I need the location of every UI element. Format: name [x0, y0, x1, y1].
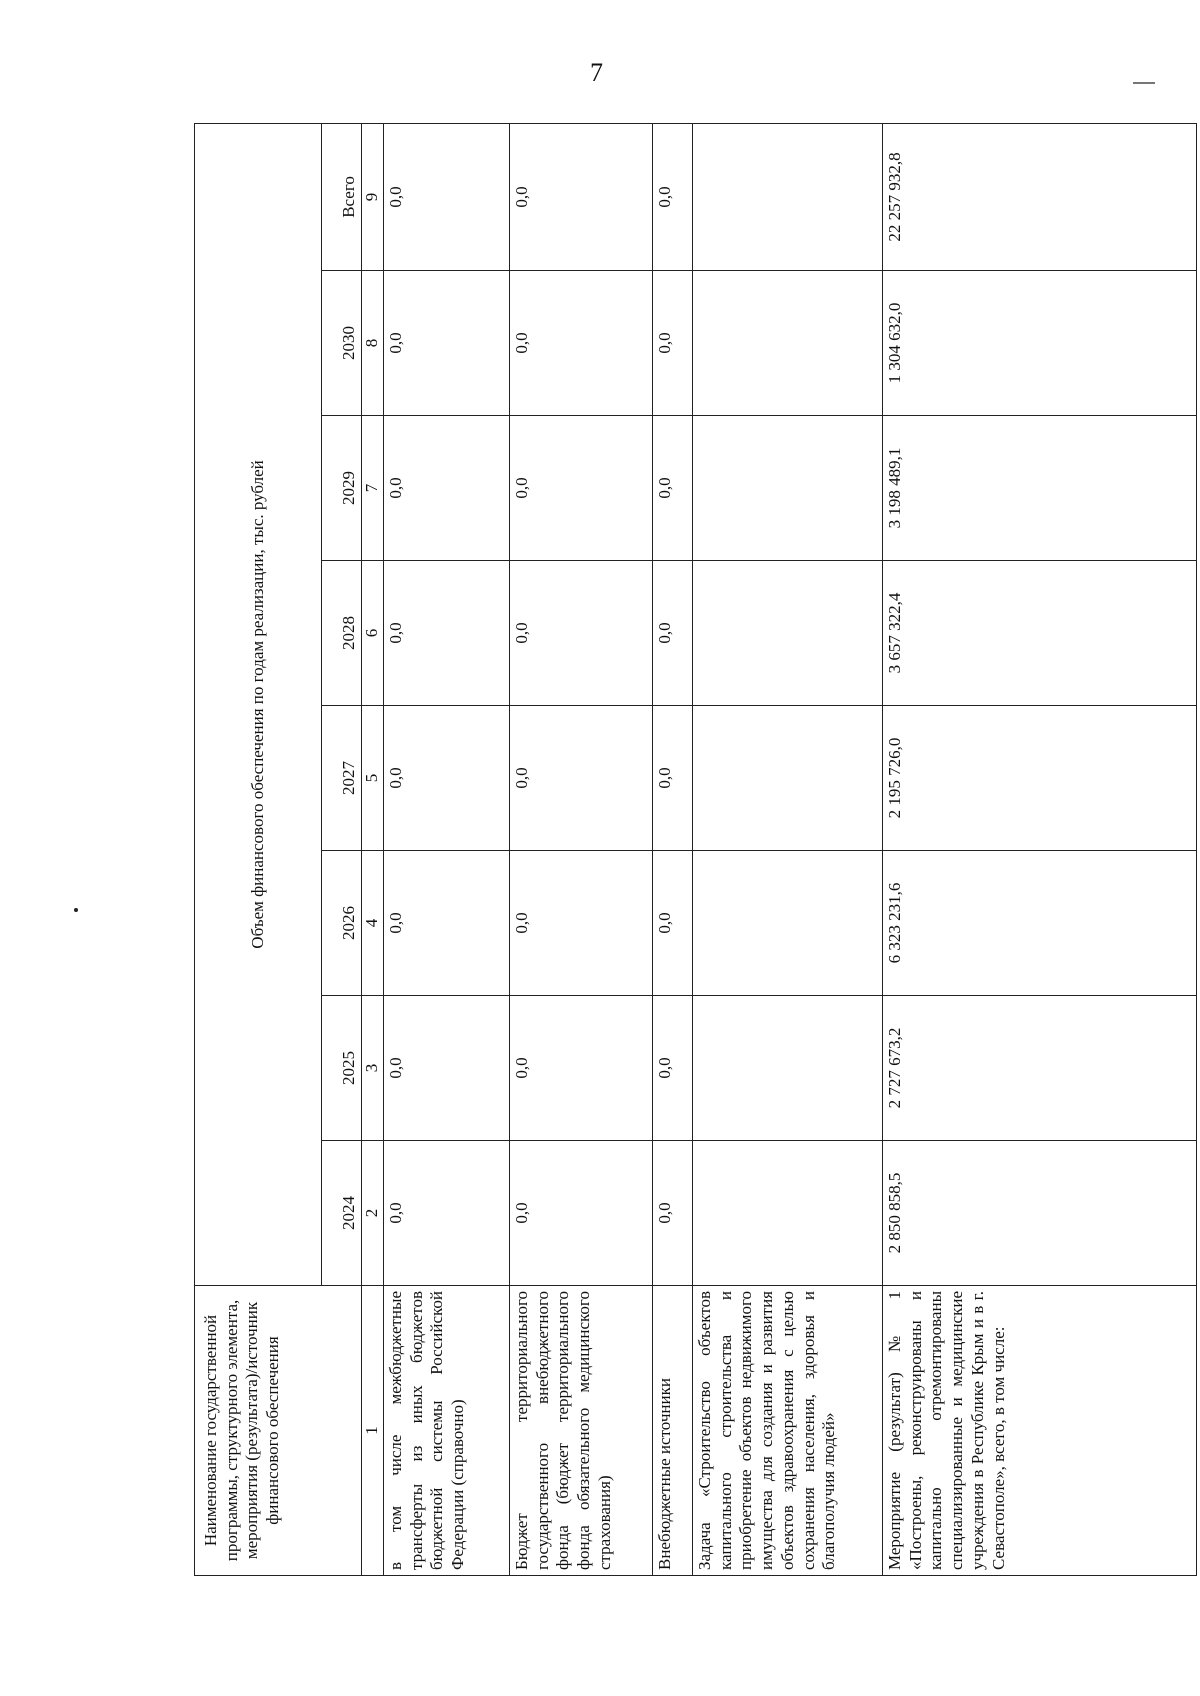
- value-cell: 0,0: [653, 706, 693, 851]
- year-header: 2026: [322, 851, 362, 996]
- rotated-table-wrapper: [194, 124, 1196, 1576]
- row-name: в том числе межбюджетные трансферты из иных бюджетов бюджетной системы Российской Федерации (справочно): [384, 1286, 510, 1576]
- value-cell: 0,0: [510, 123, 653, 270]
- value-cell: 22 257 932,8: [883, 123, 1197, 270]
- corner-mark: [1133, 82, 1155, 84]
- value-cell: 2 195 726,0: [883, 706, 1197, 851]
- value-cell: 1 304 632,0: [883, 271, 1197, 416]
- value-cell: [693, 706, 883, 851]
- column-number: 8: [362, 271, 384, 416]
- year-header: 2024: [322, 1141, 362, 1286]
- value-cell: [693, 123, 883, 270]
- value-cell: 0,0: [384, 416, 510, 561]
- column-number: 1: [362, 1286, 384, 1576]
- year-header: 2030: [322, 271, 362, 416]
- value-cell: 0,0: [653, 271, 693, 416]
- value-cell: 3 198 489,1: [883, 416, 1197, 561]
- year-header: 2029: [322, 416, 362, 561]
- value-cell: 0,0: [653, 996, 693, 1141]
- value-cell: 0,0: [510, 1141, 653, 1286]
- value-cell: [693, 271, 883, 416]
- value-cell: 0,0: [653, 1141, 693, 1286]
- row-name: Бюджет территориального государственного внебюджетного фонда (бюджет территориального фонда обязательного медицинского страхования): [510, 1286, 653, 1576]
- name-column-header: Наименование государственной программы, структурного элемента, мероприятия (результата)/источник финансового обеспечения: [195, 1286, 362, 1576]
- table-row: [384, 123, 510, 1575]
- table-row: [693, 123, 883, 1575]
- column-number: 4: [362, 851, 384, 996]
- column-number: 7: [362, 416, 384, 561]
- value-cell: [693, 416, 883, 561]
- total-header: Всего: [322, 123, 362, 270]
- year-header: 2028: [322, 561, 362, 706]
- year-header: 2027: [322, 706, 362, 851]
- value-cell: 0,0: [384, 706, 510, 851]
- value-cell: 0,0: [384, 123, 510, 270]
- column-number: 2: [362, 1141, 384, 1286]
- table-row: [653, 123, 693, 1575]
- page-number: 7: [590, 58, 603, 87]
- value-cell: 0,0: [510, 851, 653, 996]
- value-cell: 3 657 322,4: [883, 561, 1197, 706]
- value-cell: 0,0: [653, 416, 693, 561]
- value-cell: [693, 996, 883, 1141]
- value-cell: 2 850 858,5: [883, 1141, 1197, 1286]
- value-cell: 0,0: [510, 416, 653, 561]
- value-cell: [693, 561, 883, 706]
- value-cell: 0,0: [510, 996, 653, 1141]
- column-number: 5: [362, 706, 384, 851]
- value-cell: 2 727 673,2: [883, 996, 1197, 1141]
- value-cell: [693, 1141, 883, 1286]
- value-cell: 6 323 231,6: [883, 851, 1197, 996]
- financing-table: [194, 123, 1197, 1576]
- value-cell: 0,0: [384, 271, 510, 416]
- value-cell: 0,0: [510, 706, 653, 851]
- value-cell: [693, 851, 883, 996]
- value-cell: 0,0: [653, 851, 693, 996]
- value-cell: 0,0: [384, 561, 510, 706]
- table-row: [510, 123, 653, 1575]
- value-cell: 0,0: [384, 851, 510, 996]
- row-name: Мероприятие (результат) № 1 «Построены, реконструированы и капитально отремонтированы специализированные и медицинские учреждения в Республике Крым и в г. Севастополе», всего, в том числе:: [883, 1286, 1197, 1576]
- column-number: 3: [362, 996, 384, 1141]
- stray-dot: [74, 908, 78, 912]
- column-number: 6: [362, 561, 384, 706]
- table-row: [883, 123, 1197, 1575]
- value-cell: 0,0: [384, 996, 510, 1141]
- financing-group-header: Объем финансового обеспечения по годам реализации, тыс. рублей: [195, 123, 322, 1285]
- year-header: 2025: [322, 996, 362, 1141]
- value-cell: 0,0: [384, 1141, 510, 1286]
- value-cell: 0,0: [653, 561, 693, 706]
- header-row-group: [195, 123, 322, 1575]
- row-name: Задача «Строительство объектов капитального строительства и приобретение объектов недвижимого имущества для создания и развития объектов здравоохранения с целью сохранения населения, здоровья и благополучия людей»: [693, 1286, 883, 1576]
- value-cell: 0,0: [510, 561, 653, 706]
- column-number: 9: [362, 123, 384, 270]
- column-number-row: [362, 123, 384, 1575]
- row-name: Внебюджетные источники: [653, 1286, 693, 1576]
- value-cell: 0,0: [510, 271, 653, 416]
- value-cell: 0,0: [653, 123, 693, 270]
